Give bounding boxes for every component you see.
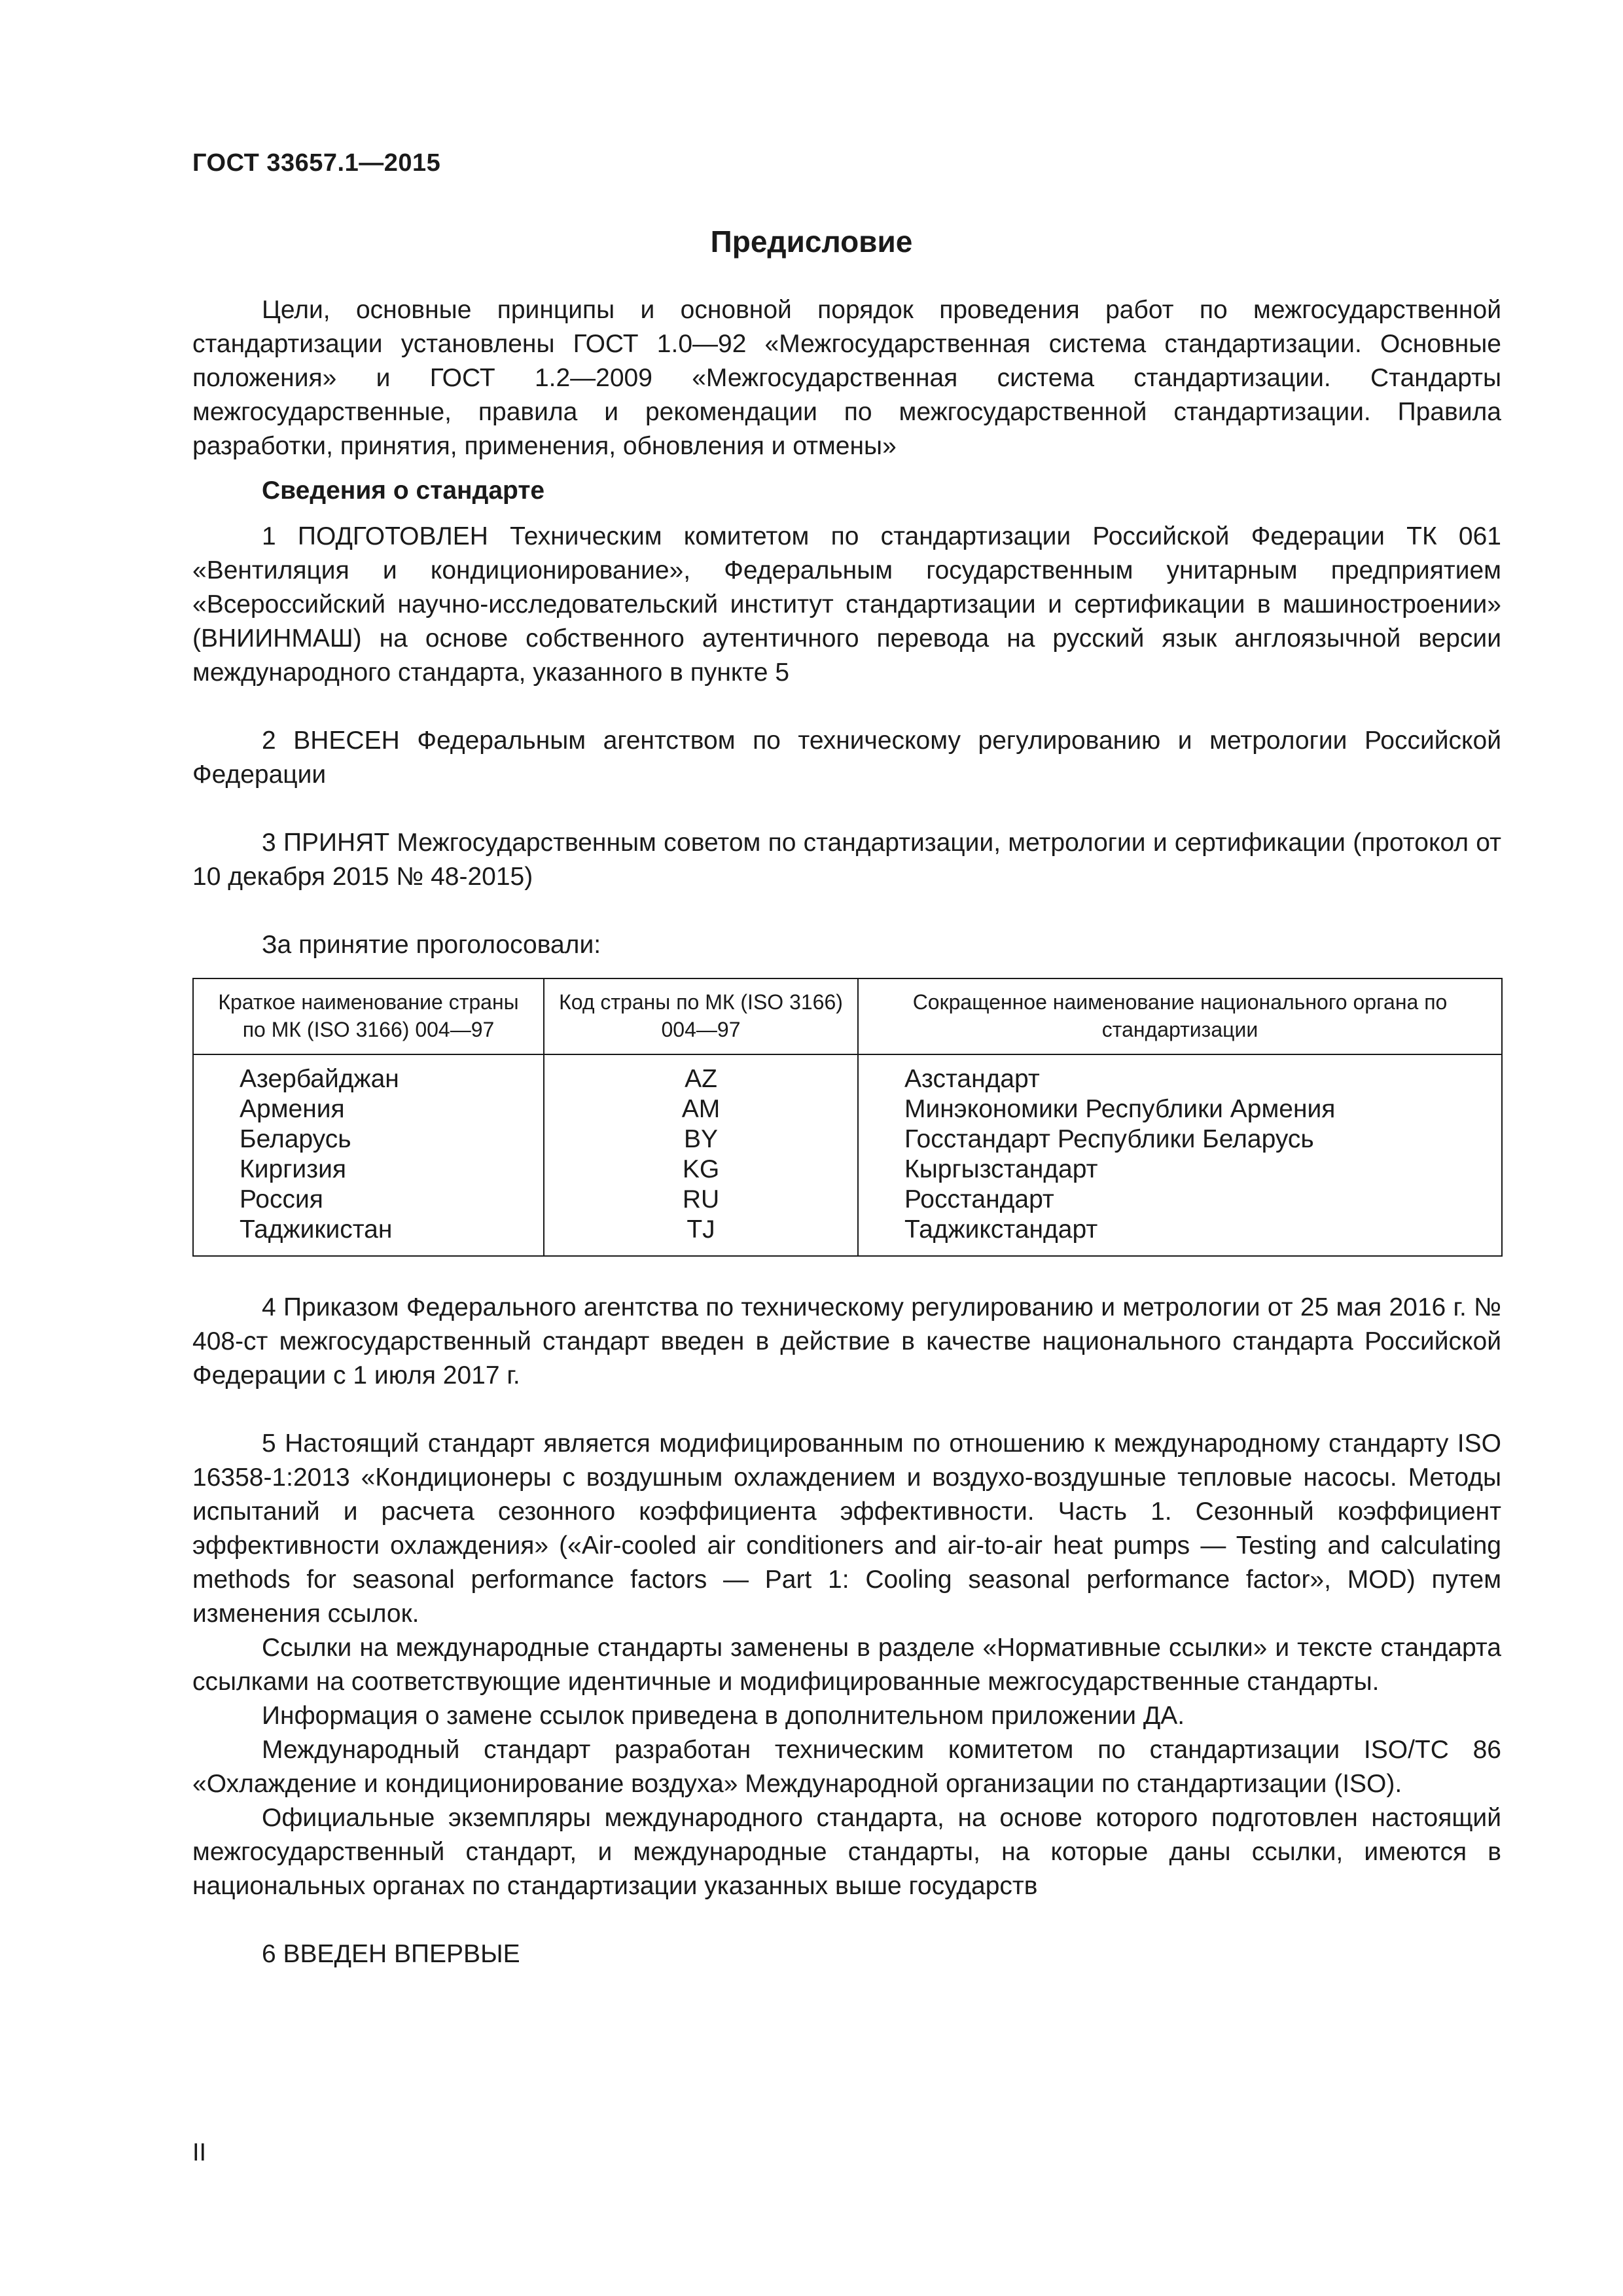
country-code: AM — [544, 1094, 858, 1124]
national-body: Росстандарт — [858, 1185, 1502, 1215]
item-2-paragraph: 2 ВНЕСЕН Федеральным агентством по техническому регулированию и метрологии Российской Федерации — [192, 726, 1501, 789]
country-name: Беларусь — [193, 1124, 544, 1155]
item-5-copies-paragraph: Официальные экземпляры международного стандарта, на основе которого подготовлен настоящий межгосударственный стандарт, и международные стандарты, на которые даны ссылки, имеются в национальных органах по стандартизации указанных выше государств — [192, 1804, 1501, 1900]
document-body — [192, 293, 1501, 1971]
intro-paragraph: Цели, основные принципы и основной порядок проведения работ по межгосударственной стандартизации установлены ГОСТ 1.0—92 «Межгосударственная система стандартизации. Основные положения» и ГОСТ 1.2—2009 «Межгосударственная система стандартизации. Стандарты межгосударственные, правила и рекомендации по межгосударственной стандартизации. Правила разработки, принятия, применения, обновления и отмены» — [192, 296, 1501, 460]
table-row — [193, 1054, 1502, 1094]
header-country-code: Код страны по МК (ISO 3166) 004—97 — [544, 978, 858, 1054]
country-name: Таджикистан — [193, 1215, 544, 1256]
document-code: ГОСТ 33657.1—2015 — [192, 149, 441, 177]
page-title: Предисловие — [710, 224, 913, 259]
country-name: Киргизия — [193, 1155, 544, 1185]
country-name: Азербайджан — [193, 1054, 544, 1094]
country-code: TJ — [544, 1215, 858, 1256]
national-body: Минэкономики Республики Армения — [858, 1094, 1502, 1124]
table-row — [193, 1215, 1502, 1256]
item-6-paragraph: 6 ВВЕДЕН ВПЕРВЫЕ — [262, 1940, 520, 1968]
item-5-references-paragraph: Ссылки на международные стандарты заменены в разделе «Нормативные ссылки» и тексте стандарта ссылками на соответствующие идентичные и модифицированные межгосударственные стандарты. — [192, 1634, 1501, 1696]
item-4-paragraph: 4 Приказом Федерального агентства по техническому регулированию и метрологии от 25 мая 2016 г. № 408-ст межгосударственный стандарт введен в действие в качестве национального стандарта Российской Федерации с 1 июля 2017 г. — [192, 1293, 1501, 1390]
header-country-name: Краткое наименование страны по МК (ISO 3166) 004—97 — [193, 978, 544, 1054]
country-code: AZ — [544, 1054, 858, 1094]
table-row — [193, 1124, 1502, 1155]
item-5-appendix-paragraph: Информация о замене ссылок приведена в дополнительном приложении ДА. — [262, 1702, 1185, 1730]
voted-label: За принятие проголосовали: — [262, 931, 601, 959]
table-row — [193, 1185, 1502, 1215]
page-number: II — [192, 2139, 207, 2166]
country-code: KG — [544, 1155, 858, 1185]
national-body: Азстандарт — [858, 1054, 1502, 1094]
table-row — [193, 1094, 1502, 1124]
item-1-paragraph: 1 ПОДГОТОВЛЕН Техническим комитетом по стандартизации Российской Федерации ТК 061 «Вентиляция и кондиционирование», Федеральным государственным унитарным предприятием «Всероссийский научно-исследовательский институт стандартизации и сертификации в машиностроении» (ВНИИНМАШ) на основе собственного аутентичного перевода на русский язык англоязычной версии международного стандарта, указанного в пункте 5 — [192, 522, 1501, 687]
item-3-paragraph: 3 ПРИНЯТ Межгосударственным советом по стандартизации, метрологии и сертификации (протокол от 10 декабря 2015 № 48-2015) — [192, 829, 1501, 891]
national-body: Кыргызстандарт — [858, 1155, 1502, 1185]
item-5-committee-paragraph: Международный стандарт разработан техническим комитетом по стандартизации ISO/TC 86 «Охлаждение и кондиционирование воздуха» Международной организации по стандартизации (ISO). — [192, 1736, 1501, 1798]
table-header-row — [193, 978, 1502, 1054]
national-body: Таджикстандарт — [858, 1215, 1502, 1256]
national-body: Госстандарт Республики Беларусь — [858, 1124, 1502, 1155]
country-name: Россия — [193, 1185, 544, 1215]
country-code: RU — [544, 1185, 858, 1215]
table-row — [193, 1155, 1502, 1185]
info-heading: Сведения о стандарте — [262, 476, 545, 505]
member-states-table — [192, 978, 1503, 1257]
item-5-paragraph: 5 Настоящий стандарт является модифицированным по отношению к международному стандарту ISO 16358-1:2013 «Кондиционеры с воздушным охлаждением и воздухо-воздушные тепловые насосы. Методы испытаний и расчета сезонного коэффициента эффективности. Часть 1. Сезонный коэффициент эффективности охлаждения» («Air-cooled air conditioners and air-to-air heat pumps — Testing and calculating methods for seasonal performance factors — Part 1: Cooling seasonal performance factor», MOD) путем изменения ссылок. — [192, 1429, 1501, 1628]
country-name: Армения — [193, 1094, 544, 1124]
country-code: BY — [544, 1124, 858, 1155]
header-national-body: Сокращенное наименование национального органа по стандартизации — [858, 978, 1502, 1054]
